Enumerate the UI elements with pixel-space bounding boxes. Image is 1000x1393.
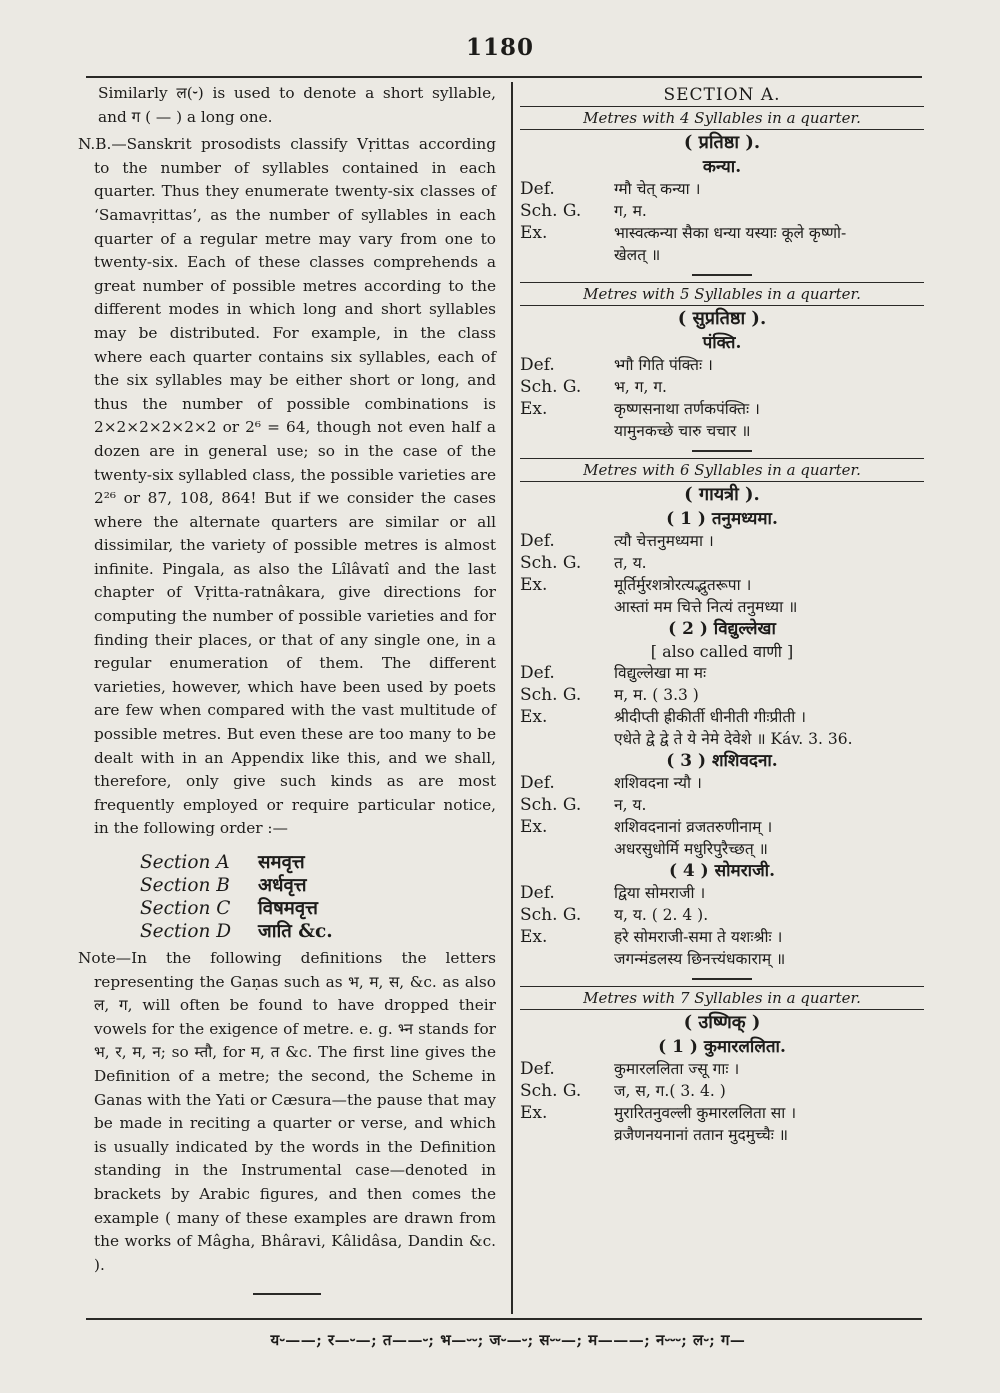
ex-label: Ex. bbox=[520, 399, 548, 419]
sch-label: Sch. G. bbox=[520, 201, 582, 221]
metre-number: ( 2 ) bbox=[668, 619, 708, 639]
metre-class: ( उष्णिक् ) bbox=[683, 1012, 761, 1033]
def-value: ग्मौ चेत् कन्या । bbox=[614, 180, 701, 198]
scheme-row bbox=[520, 684, 924, 706]
note-paragraph: Note—In the following definitions the letters representing the Gaṇas such as भ, म, स, &c. as also ल, ग, will often be found to have dropped their vowels for the exigence of metre. e. g. भ्न stands for भ, र, म, न; so म्तौ, for म, त &c. The first line gives the Definition of a metre; the second, the Scheme in Ganas with the Yati or Cæsura—the pause that may be made in reciting a quarter or verse, and which is usually indicated by the words in the Definition standing in the Instrumental case—denoted in brackets by Arabic figures, and then comes the example ( many of these examples are drawn from the works of Mâgha, Bhâravi, Kâlidâsa, Dandin &c. ). bbox=[78, 949, 496, 1274]
ex-value: कृष्णसनाथा तर्णकपंक्तिः । bbox=[614, 400, 760, 418]
def-label: Def. bbox=[520, 179, 555, 199]
scheme-row bbox=[520, 376, 924, 398]
metre-name bbox=[520, 618, 924, 640]
def-value: कुमारललिता ज्सू गाः । bbox=[614, 1060, 740, 1078]
sch-label: Sch. G. bbox=[520, 377, 582, 397]
page-number: 1180 bbox=[465, 34, 534, 61]
section-row: Section A समवृत्त bbox=[140, 852, 305, 873]
metre-number: ( 4 ) bbox=[668, 861, 709, 881]
nb-paragraph: N.B.—Sanskrit prosodists classify Vṛittas according to the number of syllables contained in each quarter. Thus they enumerate twenty-six classes of ‘Samavṛittas’, as the number of syllables in each quarter of a regular metre may vary from one to twenty-six. Each of these classes comprehends a great number of possible metres according to the different modes in which long and short syllables may be distributed. For example, in the class where each quarter contains six syllables, each of the six syllables may be either short or long, and thus the number of possible combinations is 2×2×2×2×2×2 or 2⁶ = 64, though not even half a dozen are in general use; so in the case of the twenty-six syllabled class, the possible varieties are 2²⁶ or 87, 108, 864! But if we consider the cases where the alternate quarters are similar or all dissimilar, the variety of possible metres is almost infinite. Pingala, as also the Lîlâvatî and the last chapter of Vṛitta-ratnâkara, give directions for computing the number of possible varieties and for finding their places, or that of any single one, in a regular enumeration of them. The different varieties, however, which have been used by poets are few when compared with the vast multitude of possible metres. But even these are too many to be dealt with in an Appendix like this, and we shall, therefore, only give such kinds as are most frequently employed or require particular notice, in the following order :— bbox=[78, 135, 496, 838]
ex-label: Ex. bbox=[520, 223, 548, 243]
metre-title: विद्युल्लेखा bbox=[713, 619, 776, 639]
sch-label: Sch. G. bbox=[520, 553, 582, 573]
def-label: Def. bbox=[520, 1059, 555, 1079]
metre-number: ( 3 ) bbox=[666, 751, 707, 771]
metre-class: ( गायत्री ). bbox=[684, 484, 760, 505]
metre-name bbox=[520, 156, 924, 178]
def-label: Def. bbox=[520, 773, 555, 793]
metre-title: कुमारललिता. bbox=[703, 1037, 786, 1057]
example-row bbox=[520, 1102, 924, 1124]
metre-name bbox=[520, 508, 924, 530]
def-value: द्विया सोमराजी । bbox=[614, 884, 706, 902]
sch-value: ग, म. bbox=[614, 202, 647, 220]
example-row bbox=[520, 574, 924, 596]
group-rule bbox=[692, 978, 752, 980]
metre-number: ( 1 ) bbox=[666, 509, 706, 529]
definition-row bbox=[520, 882, 924, 904]
metre-number: ( 1 ) bbox=[658, 1037, 698, 1057]
sch-value: य, य. ( 2. 4 ). bbox=[614, 906, 709, 924]
example-continued: व्रजैणनयनानां ततान मुदमुच्चैः ॥ bbox=[614, 1126, 789, 1144]
group-heading: Metres with 7 Syllables in a quarter. bbox=[520, 986, 924, 1010]
example-continued: अधरसुधोर्मि मधुरिपुरैच्छत् ॥ bbox=[614, 840, 768, 858]
ex-label: Ex. bbox=[520, 927, 548, 947]
ex-value: भास्वत्कन्या सैका धन्या यस्याः कूले कृष्णो- bbox=[614, 224, 847, 242]
metre-title: शशिवदना. bbox=[711, 751, 778, 771]
example-row bbox=[520, 816, 924, 838]
example-row bbox=[520, 222, 924, 244]
ex-label: Ex. bbox=[520, 1103, 548, 1123]
ex-label: Ex. bbox=[520, 817, 548, 837]
metre-name bbox=[520, 1036, 924, 1058]
sch-label: Sch. G. bbox=[520, 685, 582, 705]
metre-groups bbox=[520, 106, 924, 1146]
end-rule bbox=[253, 1293, 321, 1295]
scheme-row bbox=[520, 1080, 924, 1102]
definition-row bbox=[520, 530, 924, 552]
definition-row bbox=[520, 354, 924, 376]
example-continued: आस्तां मम चित्ते नित्यं तनुमध्या ॥ bbox=[614, 598, 798, 616]
group-heading: Metres with 4 Syllables in a quarter. bbox=[520, 106, 924, 130]
def-label: Def. bbox=[520, 663, 555, 683]
ex-value: हरे सोमराजी-समा ते यशःश्रीः । bbox=[614, 928, 783, 946]
scheme-row bbox=[520, 200, 924, 222]
metre-title: पंक्ति. bbox=[702, 333, 742, 353]
example-continued: एधेते द्वे द्वे ते ये नेमे देवेशे ॥ Káv. 3. 36. bbox=[614, 730, 853, 748]
def-label: Def. bbox=[520, 355, 555, 375]
sch-label: Sch. G. bbox=[520, 795, 582, 815]
column-divider bbox=[511, 82, 513, 1314]
def-label: Def. bbox=[520, 883, 555, 903]
example-continued: जगन्मंडलस्य छिनत्त्यंधकाराम् ॥ bbox=[614, 950, 786, 968]
ex-value: मुरारितनुवल्ली कुमारललिता सा । bbox=[614, 1104, 797, 1122]
definition-row bbox=[520, 772, 924, 794]
left-column bbox=[78, 82, 496, 1295]
section-title: SECTION A. bbox=[663, 85, 781, 105]
ex-value: शशिवदनानां व्रजतरुणीनाम् । bbox=[614, 818, 773, 836]
group-rule bbox=[692, 450, 752, 452]
section-row: Section D जाति &c. bbox=[140, 921, 333, 942]
scheme-row bbox=[520, 794, 924, 816]
example-continued: खेलत् ॥ bbox=[614, 246, 661, 264]
sch-value: त, य. bbox=[614, 554, 647, 572]
sch-value: भ, ग, ग. bbox=[614, 378, 667, 396]
metre-title: सोमराजी. bbox=[714, 861, 776, 881]
ex-label: Ex. bbox=[520, 707, 548, 727]
top-rule bbox=[86, 76, 922, 78]
gana-key: य⏑——; र—⏑—; त——⏑; भ—⏑⏑; ज⏑—⏑; स⏑⏑—; म———; न⏑⏑⏑; ल⏑; ग— bbox=[270, 1331, 746, 1349]
metre-class: ( प्रतिष्ठा ). bbox=[683, 132, 761, 153]
def-label: Def. bbox=[520, 531, 555, 551]
right-column bbox=[520, 82, 924, 1146]
def-value: भ्गौ गिति पंक्तिः । bbox=[614, 356, 713, 374]
example-row bbox=[520, 926, 924, 948]
intro-paragraph: Similarly ल(⏑) is used to denote a short syllable, and ग ( — ) a long one. bbox=[98, 84, 496, 126]
bottom-rule bbox=[86, 1318, 922, 1320]
def-value: त्यौ चेत्तनुमध्यमा । bbox=[614, 532, 714, 550]
group-heading: Metres with 5 Syllables in a quarter. bbox=[520, 282, 924, 306]
definition-row bbox=[520, 662, 924, 684]
ex-label: Ex. bbox=[520, 575, 548, 595]
sch-value: न, य. bbox=[614, 796, 647, 814]
sch-label: Sch. G. bbox=[520, 1081, 582, 1101]
metre-title: कन्या. bbox=[702, 157, 742, 177]
ex-value: मूर्तिर्मुरशत्रोरत्यद्भुतरूपा । bbox=[614, 576, 752, 594]
sch-value: म, म. ( 3.3 ) bbox=[614, 686, 699, 704]
metre-name bbox=[520, 332, 924, 354]
definition-row bbox=[520, 1058, 924, 1080]
metre-name bbox=[520, 750, 924, 772]
section-row: Section C विषमवृत्त bbox=[140, 898, 318, 919]
def-value: शशिवदना न्यौ । bbox=[614, 774, 702, 792]
example-row bbox=[520, 398, 924, 420]
section-row: Section B अर्धवृत्त bbox=[140, 875, 307, 896]
scheme-row bbox=[520, 552, 924, 574]
metre-alias: [ also called वाणी ] bbox=[650, 642, 794, 661]
metre-title: तनुमध्यमा. bbox=[711, 509, 778, 529]
group-rule bbox=[692, 274, 752, 276]
section-list bbox=[140, 851, 496, 943]
metre-name bbox=[520, 860, 924, 882]
ex-value: श्रीदीप्ती ह्रीकीर्ती धीनीती गीःप्रीती । bbox=[614, 708, 807, 726]
example-continued: यामुनकच्छे चारु चचार ॥ bbox=[614, 422, 751, 440]
scheme-row bbox=[520, 904, 924, 926]
definition-row bbox=[520, 178, 924, 200]
example-row bbox=[520, 706, 924, 728]
sch-label: Sch. G. bbox=[520, 905, 582, 925]
def-value: विद्युल्लेखा मा मः bbox=[614, 664, 707, 682]
metre-class: ( सुप्रतिष्ठा ). bbox=[677, 308, 767, 329]
sch-value: ज, स, ग.( 3. 4. ) bbox=[614, 1082, 726, 1100]
group-heading: Metres with 6 Syllables in a quarter. bbox=[520, 458, 924, 482]
